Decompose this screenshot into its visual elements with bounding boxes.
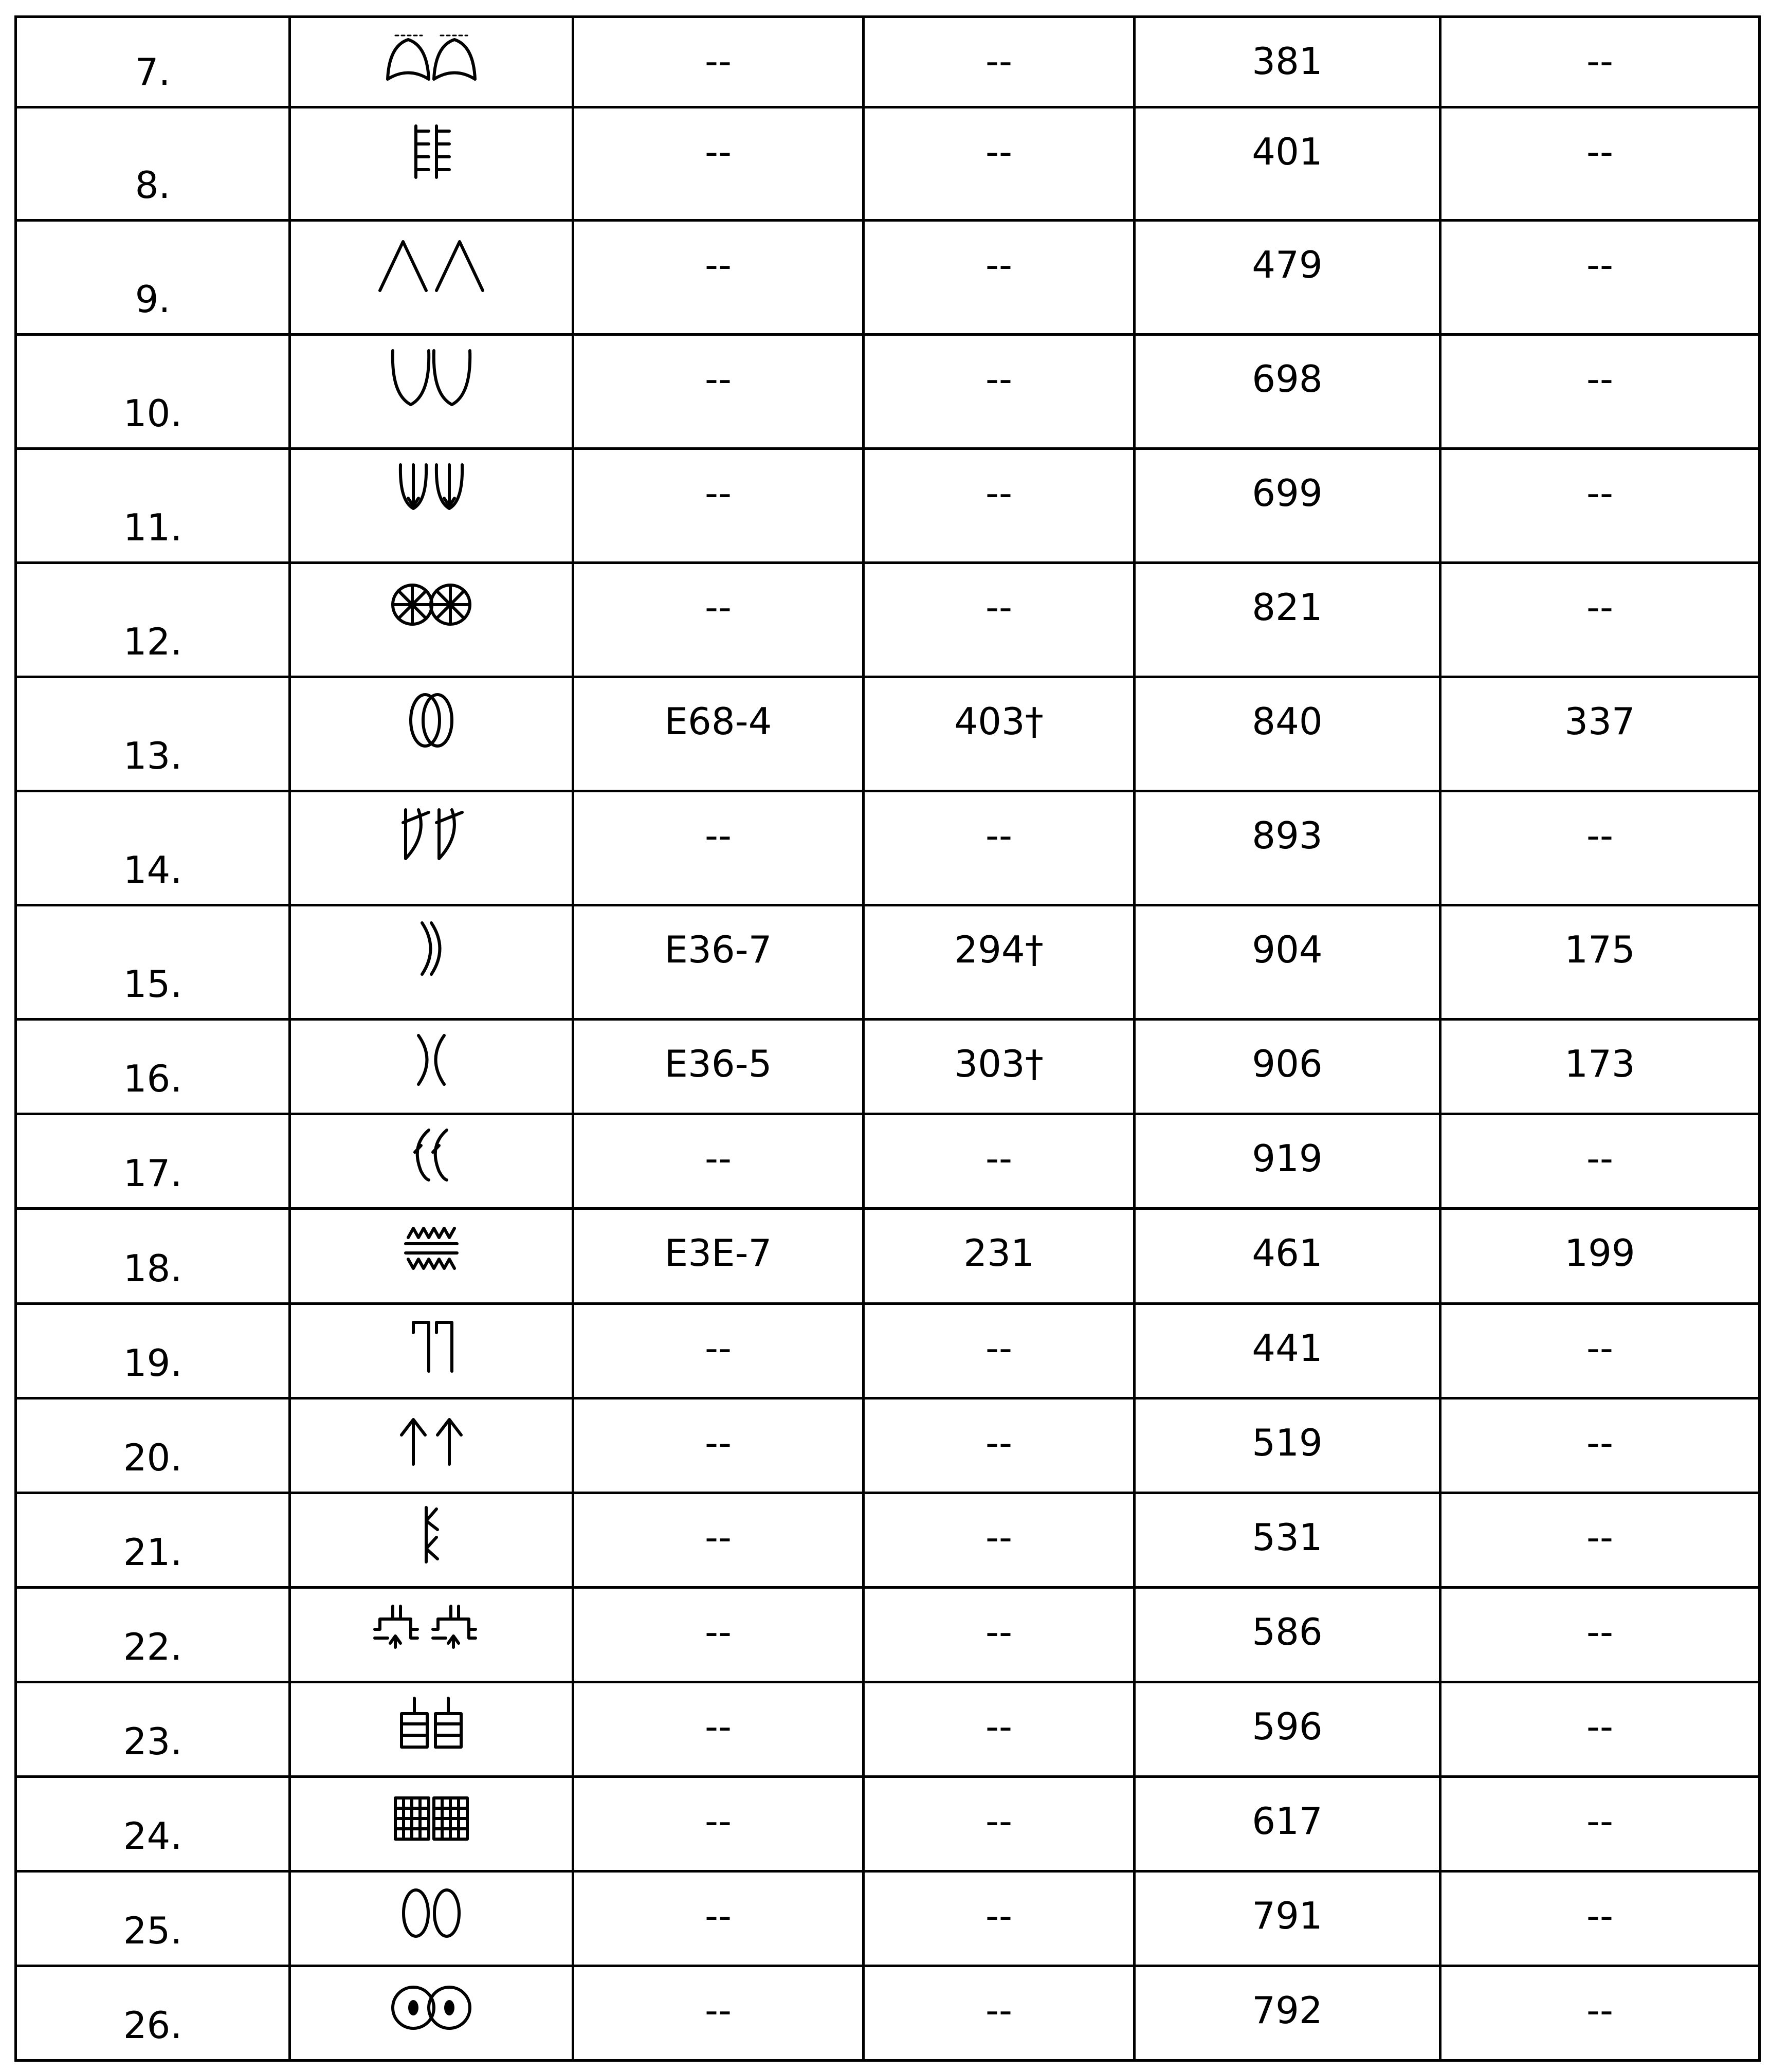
double-slashed-bracket-sign-icon [380, 799, 483, 871]
table-row: 22. -- -- 586 -- [16, 1587, 1760, 1682]
double-cup-arrow-sign-icon [380, 457, 483, 529]
double-comb-sign-icon [380, 116, 483, 188]
double-wheel-sign-icon [380, 571, 483, 643]
row-number: 26. [16, 1966, 290, 2060]
double-chevron-sign-icon [375, 229, 488, 301]
table-row: 9. -- -- 479 -- [16, 221, 1760, 335]
row-number: 10. [16, 335, 290, 449]
table-row: 11. -- -- 699 -- [16, 449, 1760, 563]
table-row: 14. -- -- 893 -- [16, 791, 1760, 905]
table-row: 12. -- -- 821 -- [16, 563, 1760, 677]
double-hook-post-sign-icon [380, 1312, 483, 1379]
row-number: 12. [16, 563, 290, 677]
row-number: 14. [16, 791, 290, 905]
row-number: 23. [16, 1682, 290, 1776]
table-row: 20. -- -- 519 -- [16, 1398, 1760, 1493]
double-eye-sign-icon [380, 1974, 483, 2041]
table-row: 8. -- -- 401 -- [16, 107, 1760, 221]
row-number: 8. [16, 107, 290, 221]
double-right-paren-sign-icon [380, 914, 483, 986]
double-box-post-sign-icon [380, 1691, 483, 1757]
row-number: 22. [16, 1587, 290, 1682]
sign-concordance-table [14, 15, 1761, 2062]
double-arch-sign-icon [380, 25, 483, 97]
row-number: 25. [16, 1871, 290, 1966]
row-number: 21. [16, 1493, 290, 1587]
branched-stem-sign-icon [380, 1501, 483, 1568]
row-number: 16. [16, 1020, 290, 1114]
row-number: 17. [16, 1114, 290, 1209]
table-row: 19. -- -- 441 -- [16, 1303, 1760, 1398]
table-row: 10. -- -- 698 -- [16, 335, 1760, 449]
table-row: 25. -- -- 791 -- [16, 1871, 1760, 1966]
row-number: 13. [16, 677, 290, 791]
row-number: 19. [16, 1303, 290, 1398]
zigzag-bars-sign-icon [380, 1217, 483, 1284]
interlocked-ovals-sign-icon [380, 685, 483, 757]
row-number: 24. [16, 1776, 290, 1871]
table-row: 23. -- -- 596 -- [16, 1682, 1760, 1776]
table-row: 7. -- -- 381 -- [16, 17, 1760, 107]
table-row: 18. E3E-7 231 461 199 [16, 1209, 1760, 1303]
table-row: 17. -- -- 919 -- [16, 1114, 1760, 1209]
double-gate-arrow-sign-icon [372, 1596, 490, 1663]
table-row: 26. -- -- 792 -- [16, 1966, 1760, 2060]
back-to-back-paren-sign-icon [380, 1028, 483, 1095]
table-row: 24. -- -- 617 -- [16, 1776, 1760, 1871]
row-number: 20. [16, 1398, 290, 1493]
double-oval-sign-icon [380, 1880, 483, 1947]
double-cup-sign-icon [380, 343, 483, 415]
row-number: 15. [16, 905, 290, 1020]
double-grid-sign-icon [380, 1785, 483, 1852]
row-number: 11. [16, 449, 290, 563]
table-row: 16. E36-5 303† 906 173 [16, 1020, 1760, 1114]
table-row: 15. E36-7 294† 904 175 [16, 905, 1760, 1020]
row-number: 7. [16, 17, 290, 107]
double-arrow-up-sign-icon [380, 1407, 483, 1474]
table-row: 21. -- -- 531 -- [16, 1493, 1760, 1587]
double-hooked-curve-sign-icon [380, 1122, 483, 1189]
table-row: 13. E68-4 403† 840 337 [16, 677, 1760, 791]
row-number: 18. [16, 1209, 290, 1303]
row-number: 9. [16, 221, 290, 335]
